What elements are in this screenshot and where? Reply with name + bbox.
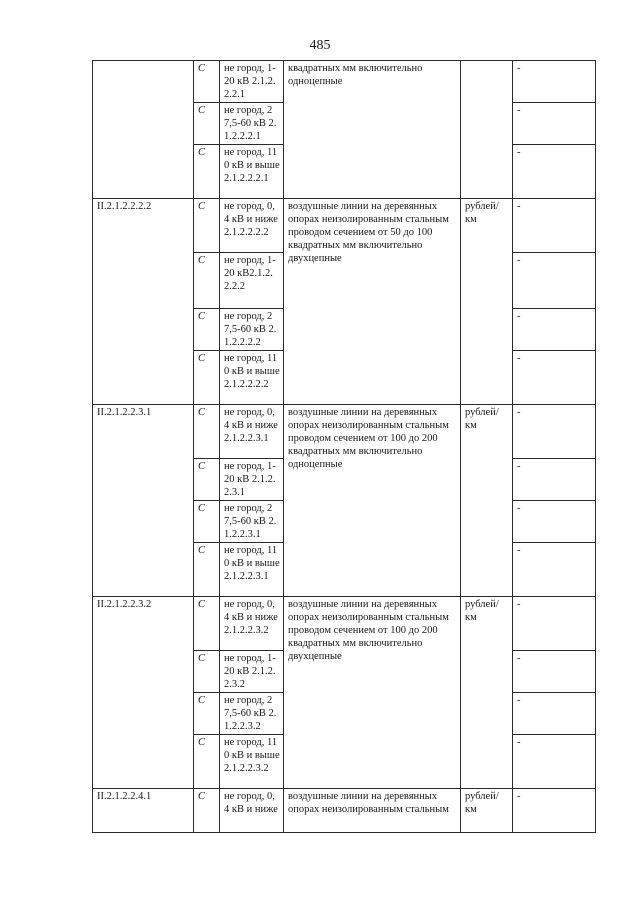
table-row bbox=[93, 61, 596, 103]
voltage-condition: не город, 1-20 кВ 2.1.2.2.3.2 bbox=[220, 651, 284, 693]
tariff-symbol: C bbox=[194, 693, 220, 735]
unit-of-measure: рублей/ км bbox=[461, 597, 513, 789]
tariff-value: - bbox=[513, 543, 596, 597]
item-code: II.2.1.2.2.3.2 bbox=[93, 597, 194, 789]
tariff-value: - bbox=[513, 351, 596, 405]
tariff-value: - bbox=[513, 199, 596, 253]
tariff-value: - bbox=[513, 309, 596, 351]
voltage-condition: не город, 110 кВ и выше 2.1.2.2.2.1 bbox=[220, 145, 284, 199]
voltage-condition: не город, 0,4 кВ и ниже 2.1.2.2.3.1 bbox=[220, 405, 284, 459]
voltage-condition: не город, 1-20 кВ 2.1.2.2.3.1 bbox=[220, 459, 284, 501]
tariff-symbol: C bbox=[194, 789, 220, 833]
unit-of-measure bbox=[461, 61, 513, 199]
tariff-value: - bbox=[513, 253, 596, 309]
table-row bbox=[93, 789, 596, 833]
line-description: воздушные линии на деревянных опорах неизолированным стальным проводом сечением от 100 до 200 квадратных мм включительно одноцепные bbox=[284, 405, 461, 597]
voltage-condition: не город, 0,4 кВ и ниже bbox=[220, 789, 284, 833]
voltage-condition: не город, 0,4 кВ и ниже 2.1.2.2.3.2 bbox=[220, 597, 284, 651]
voltage-condition: не город, 110 кВ и выше 2.1.2.2.3.1 bbox=[220, 543, 284, 597]
tariff-symbol: C bbox=[194, 459, 220, 501]
item-code: II.2.1.2.2.2.2 bbox=[93, 199, 194, 405]
tariff-symbol: C bbox=[194, 501, 220, 543]
voltage-condition: не город, 110 кВ и выше 2.1.2.2.2.2 bbox=[220, 351, 284, 405]
tariff-table-body bbox=[93, 61, 596, 833]
voltage-condition: не город, 110 кВ и выше 2.1.2.2.3.2 bbox=[220, 735, 284, 789]
voltage-condition: не город, 27,5-60 кВ 2.1.2.2.2.1 bbox=[220, 103, 284, 145]
tariff-value: - bbox=[513, 597, 596, 651]
page-number: 485 bbox=[309, 38, 331, 53]
unit-of-measure: рублей/ км bbox=[461, 199, 513, 405]
tariff-symbol: C bbox=[194, 61, 220, 103]
item-code bbox=[93, 61, 194, 199]
tariff-value: - bbox=[513, 103, 596, 145]
tariff-value: - bbox=[513, 145, 596, 199]
tariff-value: - bbox=[513, 61, 596, 103]
table-row bbox=[93, 405, 596, 459]
unit-of-measure: рублей/ км bbox=[461, 789, 513, 833]
tariff-symbol: C bbox=[194, 543, 220, 597]
tariff-value: - bbox=[513, 459, 596, 501]
tariff-symbol: C bbox=[194, 253, 220, 309]
tariff-value: - bbox=[513, 651, 596, 693]
tariff-value: - bbox=[513, 501, 596, 543]
tariff-symbol: C bbox=[194, 651, 220, 693]
voltage-condition: не город, 1-20 кВ 2.1.2.2.2.1 bbox=[220, 61, 284, 103]
tariff-value: - bbox=[513, 735, 596, 789]
tariff-table bbox=[92, 60, 596, 833]
tariff-symbol: C bbox=[194, 145, 220, 199]
tariff-symbol: C bbox=[194, 735, 220, 789]
voltage-condition: не город, 0,4 кВ и ниже 2.1.2.2.2.2 bbox=[220, 199, 284, 253]
voltage-condition: не город, 1-20 кВ2.1.2.2.2.2 bbox=[220, 253, 284, 309]
line-description: воздушные линии на деревянных опорах неизолированным стальным проводом сечением от 100 до 200 квадратных мм включительно двухцепные bbox=[284, 597, 461, 789]
tariff-symbol: C bbox=[194, 351, 220, 405]
tariff-symbol: C bbox=[194, 405, 220, 459]
voltage-condition: не город, 27,5-60 кВ 2.1.2.2.2.2 bbox=[220, 309, 284, 351]
voltage-condition: не город, 27,5-60 кВ 2.1.2.2.3.1 bbox=[220, 501, 284, 543]
voltage-condition: не город, 27,5-60 кВ 2.1.2.2.3.2 bbox=[220, 693, 284, 735]
unit-of-measure: рублей/ км bbox=[461, 405, 513, 597]
tariff-value: - bbox=[513, 693, 596, 735]
item-code: II.2.1.2.2.4.1 bbox=[93, 789, 194, 833]
item-code: II.2.1.2.2.3.1 bbox=[93, 405, 194, 597]
line-description: квадратных мм включительно одноцепные bbox=[284, 61, 461, 199]
line-description: воздушные линии на деревянных опорах неизолированным стальным bbox=[284, 789, 461, 833]
tariff-symbol: C bbox=[194, 199, 220, 253]
table-row bbox=[93, 199, 596, 253]
tariff-symbol: C bbox=[194, 597, 220, 651]
tariff-symbol: C bbox=[194, 309, 220, 351]
tariff-value: - bbox=[513, 789, 596, 833]
line-description: воздушные линии на деревянных опорах неизолированным стальным проводом сечением от 50 до 100 квадратных мм включительно двухцепные bbox=[284, 199, 461, 405]
tariff-symbol: C bbox=[194, 103, 220, 145]
table-row bbox=[93, 597, 596, 651]
tariff-value: - bbox=[513, 405, 596, 459]
